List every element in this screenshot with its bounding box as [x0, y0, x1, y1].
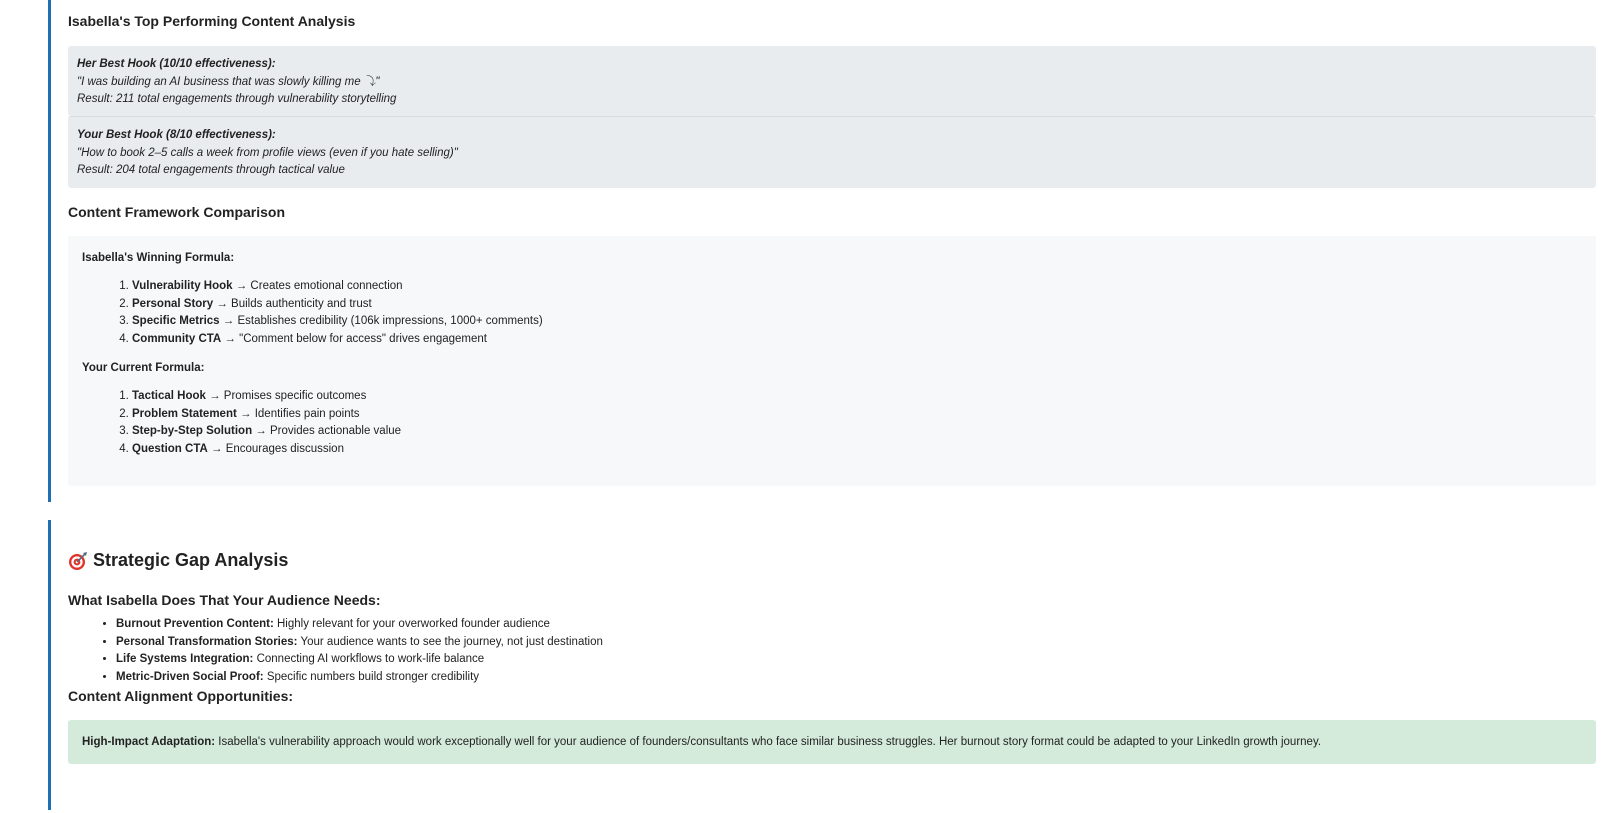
hook-quote: "I was building an AI business that was slowly killing me ⤵" [77, 75, 380, 88]
list-item: • Burnout Prevention Content: Highly relevant for your overworked founder audience [116, 616, 603, 634]
gap-analysis-section [48, 520, 1593, 810]
hook-title: Her Best Hook (10/10 effectiveness): [77, 58, 276, 70]
framework-comparison-box [68, 236, 1596, 486]
adaptation-callout [68, 720, 1596, 764]
her-best-hook-card [68, 46, 1596, 116]
your-formula-label: Your Current Formula: [82, 362, 205, 374]
target-icon [68, 551, 88, 571]
hook-result: Result: 204 total engagements through tactical value [77, 164, 345, 176]
list-item: • Metric-Driven Social Proof: Specific numbers build stronger credibility [116, 669, 603, 687]
needs-list [68, 616, 603, 686]
isabella-formula-list [82, 278, 1582, 348]
list-item: • Life Systems Integration: Connecting AI workflows to work-life balance [116, 651, 603, 669]
alignment-title: Content Alignment Opportunities: [68, 688, 294, 704]
hook-result: Result: 211 total engagements through vulnerability storytelling [77, 93, 397, 105]
list-item: 2. Problem Statement → Identifies pain points [132, 406, 1582, 424]
hook-title: Your Best Hook (8/10 effectiveness): [77, 129, 276, 141]
gap-title-text: Strategic Gap Analysis [93, 550, 289, 570]
list-item: 1. Tactical Hook → Promises specific outcomes [132, 388, 1582, 406]
list-item: • Personal Transformation Stories: Your audience wants to see the journey, not just destination [116, 634, 603, 652]
section-title: Isabella's Top Performing Content Analysis [68, 13, 356, 29]
list-item: 3. Step-by-Step Solution → Provides actionable value [132, 423, 1582, 441]
your-best-hook-card [68, 116, 1596, 188]
gap-title [68, 550, 288, 571]
hook-quote: "How to book 2–5 calls a week from profile views (even if you hate selling)" [77, 146, 458, 159]
list-item: 4. Question CTA → Encourages discussion [132, 441, 1582, 459]
adaptation-text: Isabella's vulnerability approach would work exceptionally well for your audience of founders/consultants who face similar business struggles. Her burnout story format could be adapted to your LinkedIn growth journey. [215, 736, 1322, 748]
isabella-formula-label: Isabella's Winning Formula: [82, 252, 235, 264]
your-formula-list [82, 388, 1582, 458]
list-item: 3. Specific Metrics → Establishes credibility (106k impressions, 1000+ comments) [132, 313, 1582, 331]
list-item: 1. Vulnerability Hook → Creates emotional connection [132, 278, 1582, 296]
needs-title: What Isabella Does That Your Audience Needs: [68, 592, 381, 608]
list-item: 2. Personal Story → Builds authenticity and trust [132, 296, 1582, 314]
list-item: 4. Community CTA → "Comment below for access" drives engagement [132, 331, 1582, 349]
framework-title: Content Framework Comparison [68, 204, 286, 220]
adaptation-label: High-Impact Adaptation: [82, 736, 216, 748]
content-analysis-section [48, 0, 1593, 502]
